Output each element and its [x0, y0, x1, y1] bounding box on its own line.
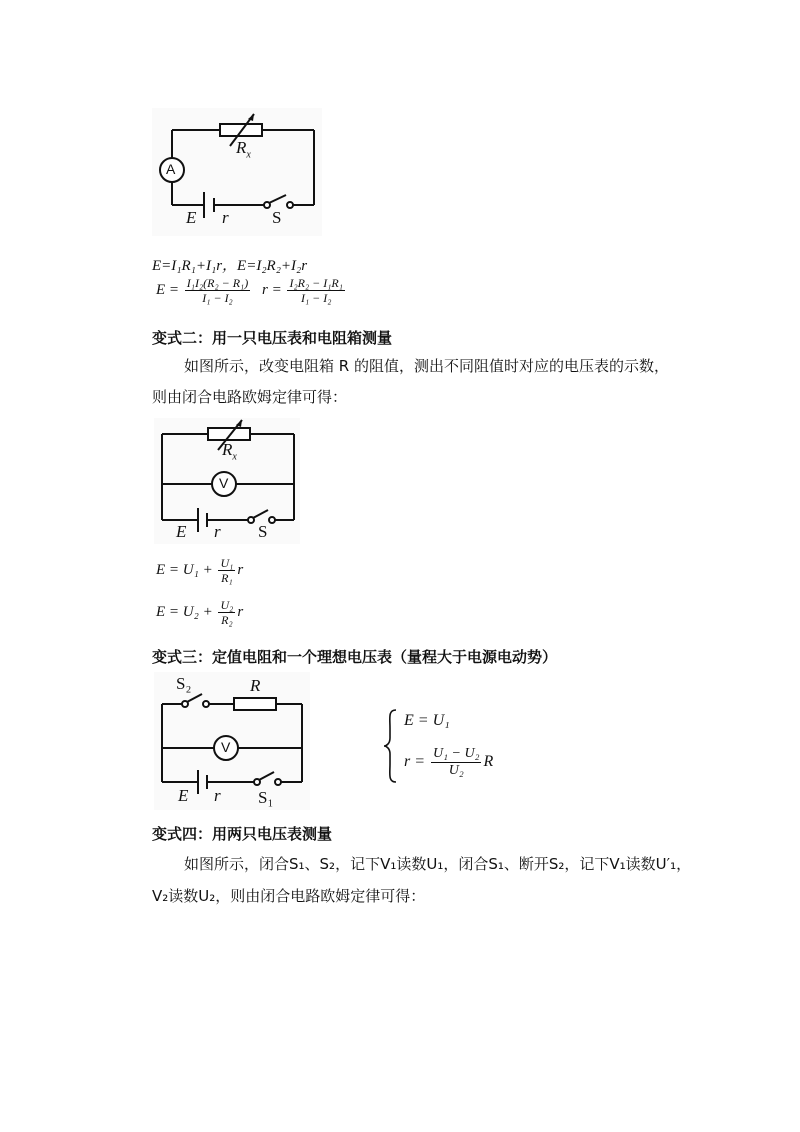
internal-resistance-label: r: [214, 786, 221, 805]
emf-label: E: [186, 208, 197, 227]
switch-label: S: [258, 522, 268, 541]
emf-formula: E = $\frac{\text{I₁I₂(R₂ − R₁)}}{\text{I₁ − I₂}}$ r = $\frac{\text{I₂R₂ − I₁R₁}}{\text{I₁ − I₂}}$: [156, 276, 343, 305]
section-2-paragraph-line-1: 如图所示，改变电阻箱 R 的阻值，测出不同阻值时对应的电压表的示数，: [184, 357, 669, 375]
internal-resistance-equation: r = $\frac{\text{U₁ − U₂}}{\text{U₂}}$ R: [404, 746, 494, 778]
internal-resistance-label: r: [214, 522, 221, 541]
equation-2b: E = U₂ + $\frac{\text{U₂}}{\text{R₂}}$ r: [156, 598, 244, 627]
equation-system-1: E=I₁R₁+I₁r，E=I₂R₂+I₂r: [152, 258, 308, 274]
section-2-heading: 变式二：用一只电压表和电阻箱测量: [152, 329, 393, 347]
equation-2a: E = U₁ + $\frac{\text{U₁}}{\text{R₁}}$ r: [156, 556, 244, 585]
section-4-paragraph-line-1: 如图所示，闭合S₁、S₂，记下V₁读数U₁，闭合S₁、断开S₂，记下V₁读数U′₁，: [184, 855, 692, 873]
switch-s2-label: S₂: [176, 674, 192, 693]
rx-label: $R_x$: [222, 440, 237, 463]
circuit-diagram-3: [154, 672, 310, 810]
circuit-diagram-2: [154, 418, 300, 544]
emf-label: E: [178, 786, 189, 805]
equation-system-3: [382, 708, 522, 784]
section-4-paragraph-line-2: V₂读数U₂，则由闭合电路欧姆定律可得：: [152, 887, 426, 905]
voltmeter-symbol: V: [221, 739, 231, 755]
section-4-heading: 变式四：用两只电压表测量: [152, 825, 333, 843]
resistor-label: R: [250, 676, 261, 695]
emf-equation: E = U₁: [404, 712, 450, 729]
section-2-paragraph-line-2: 则由闭合电路欧姆定律可得：: [152, 388, 348, 406]
internal-resistance-label: r: [222, 208, 229, 227]
circuit-diagram-1: [152, 108, 322, 236]
section-3-heading: 变式三：定值电阻和一个理想电压表（量程大于电源电动势）: [152, 648, 558, 666]
ammeter-symbol: A: [166, 161, 176, 177]
emf-label: E: [176, 522, 187, 541]
switch-s1-label: S₁: [258, 788, 274, 807]
rx-label: $R_x$: [236, 138, 251, 161]
switch-label: S: [272, 208, 282, 227]
voltmeter-symbol: V: [219, 475, 229, 491]
